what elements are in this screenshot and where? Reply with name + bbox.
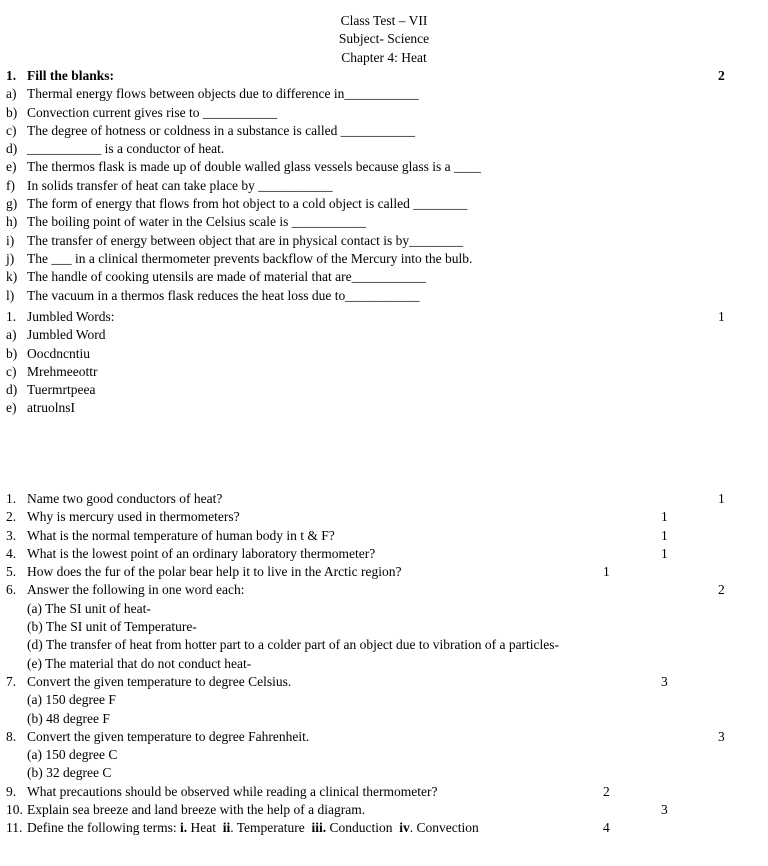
sub-question xyxy=(0,746,768,764)
question-marks: 4 xyxy=(603,820,610,836)
jumbled-words-section xyxy=(0,308,768,418)
section-title: Jumbled Words: xyxy=(27,309,115,324)
sub-question-text: (b) 32 degree C xyxy=(27,765,112,781)
question-5 xyxy=(0,563,768,581)
item-label: j) xyxy=(6,250,15,266)
sub-question-text: (b) 48 degree F xyxy=(27,710,110,726)
jumbled-item xyxy=(0,363,768,381)
question-item xyxy=(0,122,768,140)
jumbled-item xyxy=(0,399,768,417)
item-text: Thermal energy flows between objects due to difference in___________ xyxy=(27,86,419,102)
term-numeral: iii. xyxy=(311,820,327,836)
question-marks: 3 xyxy=(661,673,668,689)
item-text: The form of energy that flows from hot object to a cold object is called ________ xyxy=(27,196,468,212)
question-number: 5. xyxy=(6,564,17,580)
question-item xyxy=(0,213,768,231)
question-item xyxy=(0,250,768,268)
sub-question xyxy=(0,764,768,782)
item-text: Mrehmeeottr xyxy=(27,363,98,379)
term-text: . Convection xyxy=(409,820,479,836)
question-marks: 2 xyxy=(718,582,725,598)
question-number: 3. xyxy=(6,527,17,543)
subject-line: Subject- Science xyxy=(338,31,430,47)
term-numeral: i. xyxy=(179,820,188,836)
question-number: 6. xyxy=(6,582,17,598)
item-label: b) xyxy=(6,345,18,361)
sub-question xyxy=(0,655,768,673)
item-label: d) xyxy=(6,141,18,157)
sub-question-text: (a) The SI unit of heat- xyxy=(27,600,151,616)
question-item xyxy=(0,104,768,122)
chapter-line: Chapter 4: Heat xyxy=(341,49,427,65)
define-prefix: Define the following terms: xyxy=(27,820,177,836)
item-label: g) xyxy=(6,196,18,212)
question-10 xyxy=(0,801,768,819)
item-label: b) xyxy=(6,104,18,120)
item-label: i) xyxy=(6,232,15,248)
item-text: atruolnsI xyxy=(27,400,75,416)
item-label: h) xyxy=(6,214,18,230)
question-item xyxy=(0,177,768,195)
question-number: 2. xyxy=(6,509,17,525)
item-text: The thermos flask is made up of double walled glass vessels because glass is a ____ xyxy=(27,159,482,175)
section-number: 1. xyxy=(6,68,17,83)
item-label: e) xyxy=(6,159,17,175)
document-header xyxy=(0,12,768,67)
question-item xyxy=(0,232,768,250)
question-number: 1. xyxy=(6,491,17,506)
item-label: l) xyxy=(6,287,15,303)
question-text: Convert the given temperature to degree Celsius. xyxy=(27,673,292,689)
sub-question xyxy=(0,618,768,636)
term-text: Conduction xyxy=(329,820,393,836)
item-text: Jumbled Word xyxy=(27,327,106,343)
questions-section xyxy=(0,490,768,838)
item-label: d) xyxy=(6,382,18,398)
item-text: In solids transfer of heat can take place by ___________ xyxy=(27,177,333,193)
test-title: Class Test – VII xyxy=(340,13,428,28)
item-label: c) xyxy=(6,122,17,138)
fill-blanks-section xyxy=(0,67,768,305)
section-marks: 2 xyxy=(718,68,725,83)
section-heading xyxy=(0,67,768,85)
question-item xyxy=(0,85,768,103)
jumbled-item xyxy=(0,345,768,363)
sub-question-text: (a) 150 degree F xyxy=(27,692,116,708)
item-text: ___________ is a conductor of heat. xyxy=(27,141,225,157)
item-label: k) xyxy=(6,269,18,285)
item-label: f) xyxy=(6,177,15,193)
question-number: 10. xyxy=(6,802,23,818)
sub-question xyxy=(0,710,768,728)
question-number: 9. xyxy=(6,783,17,799)
sub-question xyxy=(0,600,768,618)
question-text: Answer the following in one word each: xyxy=(27,582,245,598)
item-text: Tuermrtpeea xyxy=(27,382,96,398)
sub-question xyxy=(0,691,768,709)
question-number: 7. xyxy=(6,673,17,689)
question-marks: 1 xyxy=(718,491,725,506)
section-heading xyxy=(0,308,768,326)
question-text: What is the normal temperature of human body in t & F? xyxy=(27,527,335,543)
question-number: 4. xyxy=(6,545,17,561)
question-marks: 1 xyxy=(603,564,610,580)
question-text: What is the lowest point of an ordinary laboratory thermometer? xyxy=(27,545,376,561)
item-text: The handle of cooking utensils are made of material that are___________ xyxy=(27,269,426,285)
question-marks: 1 xyxy=(661,527,668,543)
term-numeral: iv xyxy=(399,820,410,836)
jumbled-item xyxy=(0,381,768,399)
question-text xyxy=(27,819,479,837)
question-number: 11. xyxy=(6,820,23,836)
question-3 xyxy=(0,527,768,545)
question-8 xyxy=(0,728,768,746)
section-number: 1. xyxy=(6,309,17,324)
item-text: Oocdncntiu xyxy=(27,345,90,361)
sub-question-text: (b) The SI unit of Temperature- xyxy=(27,619,197,635)
question-text: Convert the given temperature to degree Fahrenheit. xyxy=(27,728,310,744)
sub-question-text: (a) 150 degree C xyxy=(27,747,118,763)
item-text: The ___ in a clinical thermometer prevents backflow of the Mercury into the bulb. xyxy=(27,250,473,266)
item-text: The boiling point of water in the Celsius scale is ___________ xyxy=(27,214,366,230)
item-text: The transfer of energy between object that are in physical contact is by________ xyxy=(27,232,464,248)
question-item xyxy=(0,140,768,158)
question-text: How does the fur of the polar bear help it to live in the Arctic region? xyxy=(27,564,402,580)
question-1 xyxy=(0,490,768,508)
question-text: Why is mercury used in thermometers? xyxy=(27,509,240,525)
item-text: The vacuum in a thermos flask reduces the heat loss due to___________ xyxy=(27,287,420,303)
sub-question xyxy=(0,636,768,654)
item-label: c) xyxy=(6,363,17,379)
question-number: 8. xyxy=(6,728,17,744)
question-marks: 2 xyxy=(603,783,610,799)
question-text: What precautions should be observed while reading a clinical thermometer? xyxy=(27,783,438,799)
question-item xyxy=(0,195,768,213)
question-text: Name two good conductors of heat? xyxy=(27,491,223,506)
question-11 xyxy=(0,819,768,837)
question-marks: 1 xyxy=(661,545,668,561)
question-marks: 1 xyxy=(661,509,668,525)
question-text: Explain sea breeze and land breeze with the help of a diagram. xyxy=(27,802,366,818)
item-text: The degree of hotness or coldness in a substance is called ___________ xyxy=(27,122,416,138)
sub-question-text: (d) The transfer of heat from hotter part to a colder part of an object due to vibration of a particles- xyxy=(27,637,560,653)
sub-question-text: (e) The material that do not conduct heat- xyxy=(27,655,252,671)
question-marks: 3 xyxy=(661,802,668,818)
jumbled-item xyxy=(0,326,768,344)
question-2 xyxy=(0,508,768,526)
item-label: a) xyxy=(6,327,17,343)
term-text: . Temperature xyxy=(230,820,305,836)
item-text: Convection current gives rise to ___________ xyxy=(27,104,278,120)
item-label: a) xyxy=(6,86,17,102)
section-title: Fill the blanks: xyxy=(27,68,115,83)
question-item xyxy=(0,268,768,286)
question-7 xyxy=(0,673,768,691)
section-marks: 1 xyxy=(718,309,725,324)
question-item xyxy=(0,158,768,176)
term-text: Heat xyxy=(190,820,216,836)
question-9 xyxy=(0,783,768,801)
question-item xyxy=(0,287,768,305)
question-marks: 3 xyxy=(718,728,725,744)
question-4 xyxy=(0,545,768,563)
question-6 xyxy=(0,581,768,599)
item-label: e) xyxy=(6,400,17,416)
term-numeral: ii xyxy=(222,820,231,836)
